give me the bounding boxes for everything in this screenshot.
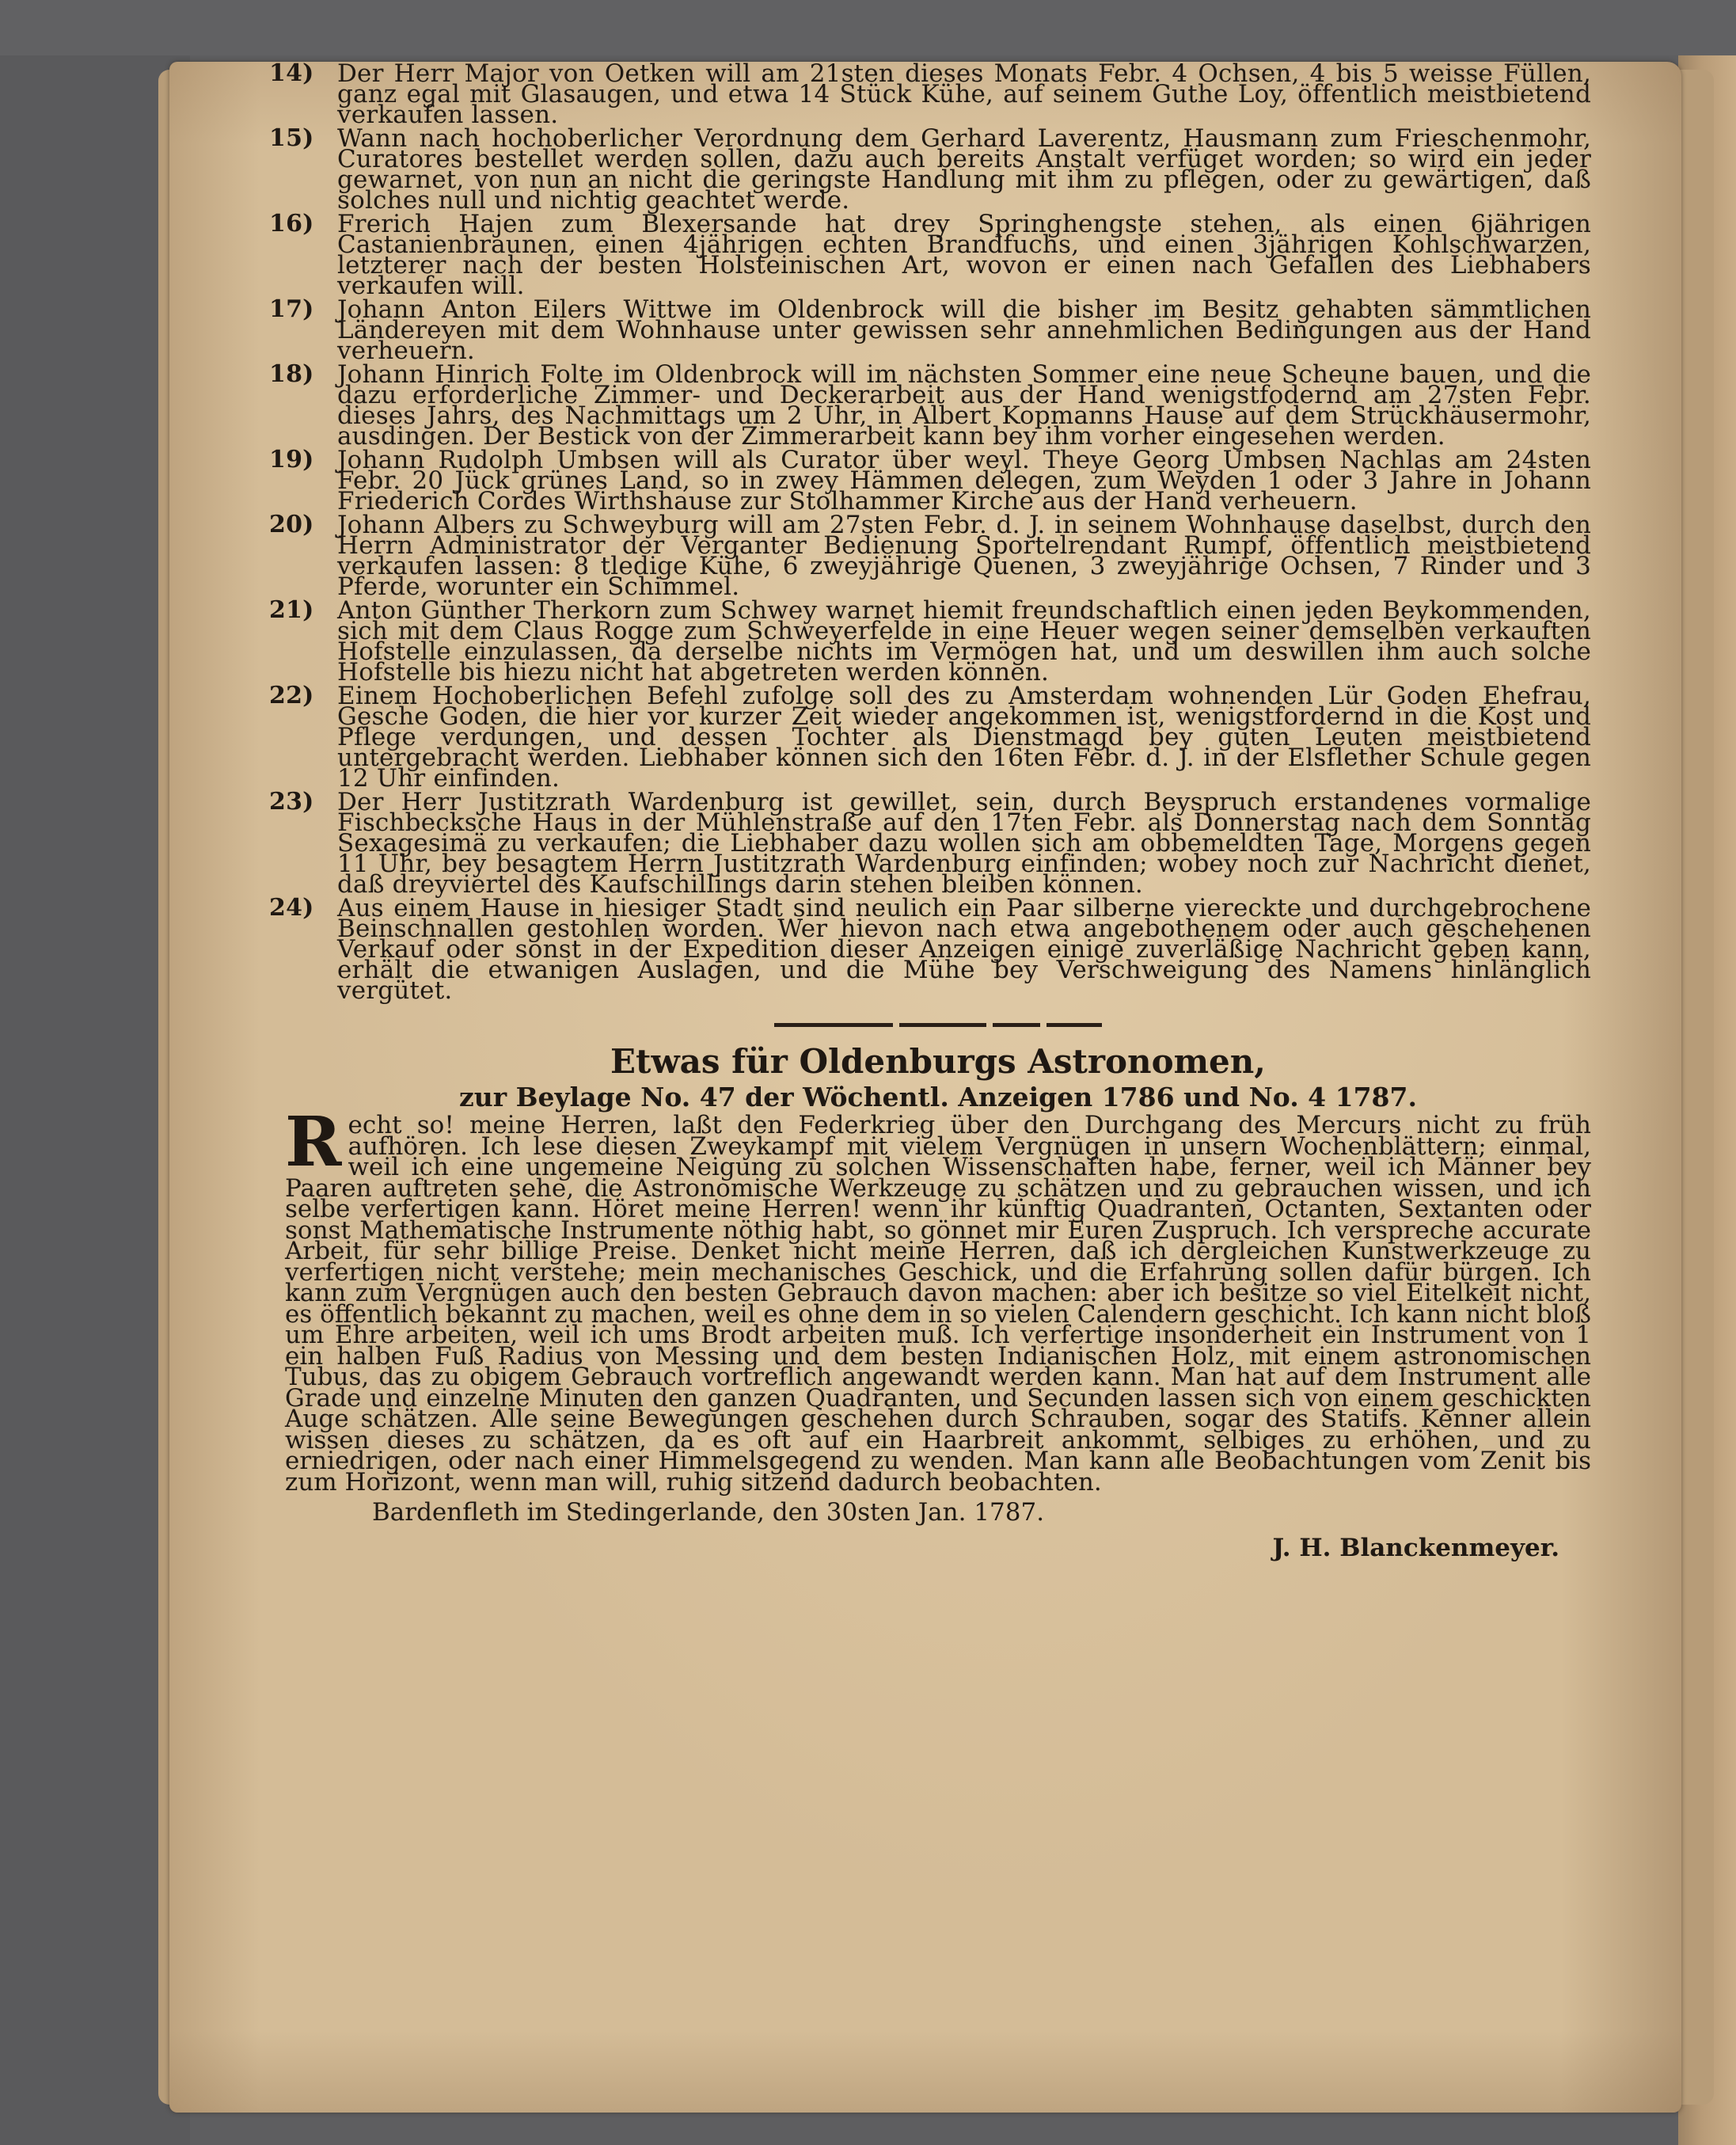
article-body [285, 1102, 1591, 1497]
announcement-entry [269, 596, 1591, 686]
entry-number: 15) [269, 124, 314, 152]
article-title: Etwas für Oldenburgs Astronomen, [610, 1042, 1266, 1081]
entry-text: Der Herr Major von Oetken will am 21sten dieses Monats Febr. 4 Ochsen, 4 bis 5 weisse Füllen, ganz egal mit Glasaugen, und etwa 14 Stück Kühe, auf seinem Guthe Loy, öffentlich meistbietend verkaufen lassen. [337, 59, 1591, 129]
announcement-entry [269, 124, 1591, 215]
separator-rule [993, 1023, 1040, 1027]
entry-number: 16) [269, 210, 314, 238]
entry-number: 14) [269, 59, 314, 87]
entry-number: 24) [269, 894, 314, 922]
entry-number: 21) [269, 596, 314, 624]
announcement-entry [269, 511, 1591, 601]
separator-rule [774, 1023, 893, 1027]
scanner-background-top [0, 0, 1736, 55]
announcement-entry [269, 59, 1591, 129]
announcement-entry [269, 210, 1591, 300]
announcement-entry [269, 295, 1591, 365]
entry-number: 23) [269, 788, 314, 816]
entry-text: Johann Albers zu Schweyburg will am 27sten Febr. d. J. in seinem Wohnhause daselbst, durch den Herrn Administrator der Verganter Bedienung Sportelrendant Rumpf, öffentlich meistbietend verkaufen lassen: 8 tledige Kühe, 6 zweyjährige Quenen, 3 zweyjährige Ochsen, 7 Rinder und 3 Pferde, worunter ein Schimmel. [337, 511, 1591, 601]
announcement-entry [269, 360, 1591, 451]
entry-number: 18) [269, 360, 314, 388]
entry-text: Wann nach hochoberlicher Verordnung dem Gerhard Laverentz, Hausmann zum Frieschenmohr, Curatores bestellet werden sollen, dazu auch bereits Anstalt verfüget worden; so wird ein jeder gewarnet, von nun an nicht die geringste Handlung mit ihm zu pflegen, oder zu gewärtigen, daß solches null und nichtig geachtet werde. [337, 124, 1591, 215]
entry-text: Der Herr Justitzrath Wardenburg ist gewillet, sein, durch Beyspruch erstandenes vormalige Fischbecksche Haus in der Mühlenstraße auf den 17ten Febr. als Donnerstag nach dem Sonntag Sexagesimä zu verkaufen; die Liebhaber dazu wollen sich am obbemeldten Tage, Morgens gegen 11 Uhr, bey besagtem Herrn Justitzrath Wardenburg einfinden; wobey noch zur Nachricht dienet, daß dreyviertel des Kaufschillings darin stehen bleiben können. [337, 788, 1591, 899]
entry-text: Johann Hinrich Folte im Oldenbrock will im nächsten Sommer eine neue Scheune bauen, und die dazu erforderliche Zimmer- und Deckerarbeit aus der Hand wenigstfodernd am 27sten Febr. dieses Jahrs, des Nachmittags um 2 Uhr, in Albert Kopmanns Hause auf dem Strückhäusermohr, ausdingen. Der Bestick von der Zimmerarbeit kann bey ihm vorher eingesehen werden. [337, 360, 1591, 451]
announcement-entry [269, 894, 1591, 1005]
page-content [269, 59, 1591, 1564]
article-dropcap: R [285, 1102, 342, 1182]
entry-text: Anton Günther Therkorn zum Schwey warnet hiemit freundschaftlich einen jeden Beykommenden, sich mit dem Claus Rogge zum Schweyerfelde in eine Heuer wegen seiner demselben verkauften Hofstelle einzulassen, da derselbe nichts im Vermögen hat, und um deswillen ihm auch solche Hofstelle bis hiezu nicht hat abgetreten werden können. [337, 596, 1591, 686]
entry-text: Frerich Hajen zum Blexersande hat drey Springhengste stehen, als einen 6jährigen Castanienbraunen, einen 4jährigen echten Brandfuchs, und einen 3jährigen Kohlschwarzen, letzterer nach der besten Holsteinischen Art, wovon er einen nach Gefallen des Liebhabers verkaufen will. [337, 210, 1591, 300]
entry-text: Johann Anton Eilers Wittwe im Oldenbrock will die bisher im Besitz gehabten sämmtlichen Ländereyen mit dem Wohnhause unter gewissen sehr annehmlichen Bedingungen aus der Hand verheuern. [337, 295, 1591, 365]
section-separator [764, 1023, 1112, 1028]
article-subtitle: zur Beylage No. 47 der Wöchentl. Anzeigen 1786 und No. 4 1787. [459, 1082, 1417, 1112]
entry-number: 19) [269, 446, 314, 473]
entry-number: 22) [269, 682, 314, 709]
entry-text: Johann Rudolph Umbsen will als Curator über weyl. Theye Georg Umbsen Nachlas am 24sten Febr. 20 Jück grünes Land, so in zwey Hämmen delegen, zum Weyden 1 oder 3 Jahre in Johann Friederich Cordes Wirthshause zur Stolhammer Kirche aus der Hand verheuern. [337, 446, 1591, 515]
article-body-text: echt so! meine Herren, laßt den Federkrieg über den Durchgang des Mercurs nicht zu früh aufhören. Ich lese diesen Zweykampf mit vielem Vergnügen in unsern Wochenblättern; einmal, weil ich eine ungemeine Neigung zu solchen Wissenschaften habe, ferner, weil ich Männer bey Paaren auftreten sehe, die Astronomische Werkzeuge zu schätzen und zu gebrauchen wissen, und ich selbe verfertigen kann. Höret meine Herren! wenn ihr künftig Quadranten, Octanten, Sextanten oder sonst Mathematische Instrumente nöthig habt, so gönnet mir Euren Zuspruch. Ich verspreche accurate Arbeit, für sehr billige Preise. Denket nicht meine Herren, daß ich dergleichen Kunstwerkzeuge zu verfertigen nicht verstehe; mein mechanisches Geschick, und die Erfahrung sollen dafür bürgen. Ich kann zum Vergnügen auch den besten Gebrauch davon machen: aber ich besitze so viel Eitelkeit nicht, es öffentlich bekannt zu machen, weil es ohne dem in so vielen Calendern geschicht. Ich kann nicht bloß um Ehre arbeiten, weil ich ums Brodt arbeiten muß. Ich verfertige insonderheit ein Instrument von 1 ein halben Fuß Radius von Messing und dem besten Indianischen Holz, mit einem astronomischen Tubus, das zu obigem Gebrauch vortreflich angewandt werden kann. Man hat auf dem Instrument alle Grade und einzelne Minuten den ganzen Quadranten, und Secunden lassen sich von einem geschickten Auge schätzen. Alle seine Bewegungen geschehen durch Schrauben, sogar des Statifs. Kenner allein wissen dieses zu schätzen, da es oft auf ein Haarbreit ankommt, selbiges zu erhöhen, und zu erniedrigen, oder nach einer Himmelsgegend zu wenden. Man kann alle Beobachtungen vom Zenit bis zum Horizont, wenn man will, ruhig sitzend dadurch beobachten. [285, 1111, 1591, 1497]
announcement-entry [269, 788, 1591, 899]
separator-rule [1047, 1023, 1102, 1027]
article-dateline: Bardenfleth im Stedingerlande, den 30sten Jan. 1787. [372, 1498, 1045, 1527]
entry-text: Einem Hochoberlichen Befehl zufolge soll des zu Amsterdam wohnenden Lür Goden Ehefrau, Gesche Goden, die hier vor kurzer Zeit wieder angekommen ist, wenigstfordernd in die Kost und Pflege verdungen, und dessen Tochter als Dienstmagd bey guten Leuten meistbietend untergebracht werden. Liebhaber können sich den 16ten Febr. d. J. in der Elsflether Schule gegen 12 Uhr einfinden. [337, 682, 1591, 793]
entry-number: 17) [269, 295, 314, 323]
announcement-entry [269, 682, 1591, 793]
entry-text: Aus einem Hause in hiesiger Stadt sind neulich ein Paar silberne viereckte und durchgebrochene Beinschnallen gestohlen worden. Wer hievon nach etwa angebothenem oder auch geschehenen Verkauf oder sonst in der Expedition dieser Anzeigen einige zuverläßige Nachricht geben kann, erhält die etwanigen Auslagen, und die Mühe bey Verschweigung des Namens hinlänglich vergütet. [337, 894, 1591, 1005]
entry-number: 20) [269, 511, 314, 538]
article-signature: J. H. Blanckenmeyer. [1272, 1534, 1559, 1562]
separator-rule [899, 1023, 986, 1027]
announcement-entry [269, 446, 1591, 515]
announcement-list [269, 59, 1591, 1005]
